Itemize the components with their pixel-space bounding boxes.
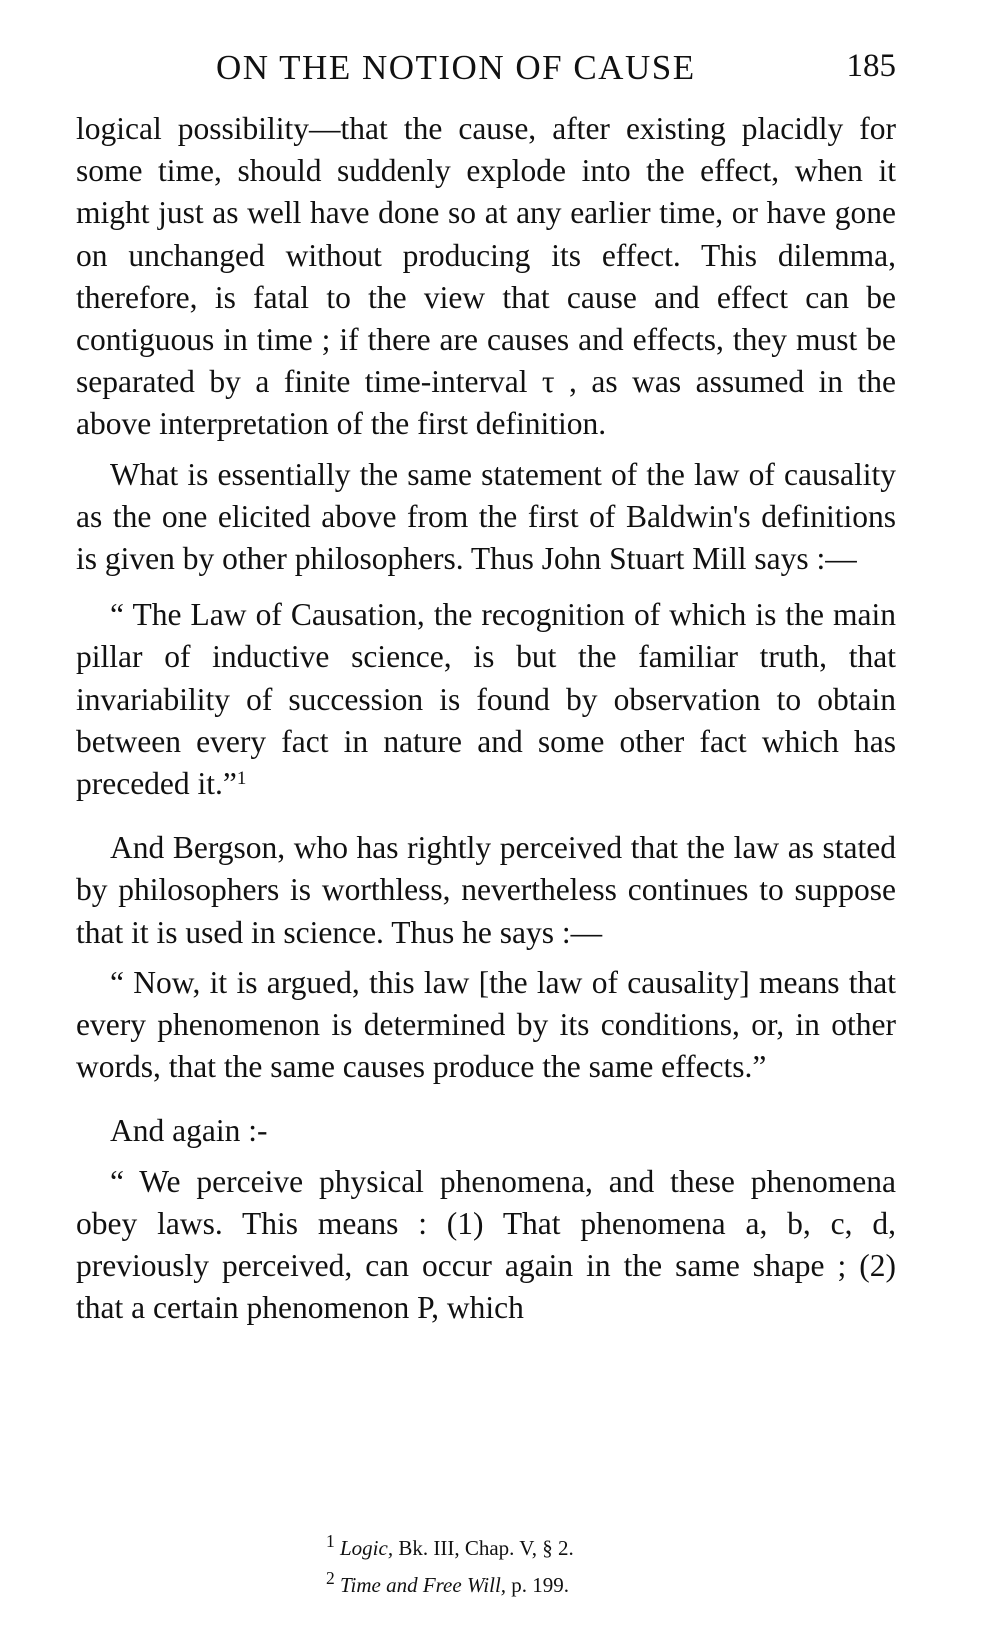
book-page	[76, 0, 896, 1652]
page-header	[76, 48, 896, 88]
footnote-1	[326, 1526, 826, 1563]
bergson-quote-1: “ Now, it is argued, this law [the law of causality] means that every phenomenon is determined by its conditions, or, in other words, that the same causes produce the same effects.”	[76, 964, 896, 1085]
page-number: 185	[846, 48, 896, 84]
bergson-quote-2: “ We perceive physical phenomena, and these phenomena obey laws. This means : (1) That phenomena a, b, c, d, previously perceived, can occur again in the same shape ; (2) that a certain phenomenon P, which	[76, 1163, 896, 1326]
footnote-2-rest: p. 199.	[506, 1573, 570, 1597]
footnote-2-title: Time and Free Will,	[340, 1573, 507, 1597]
page-body	[76, 108, 896, 1329]
running-title: ON THE NOTION OF CAUSE	[216, 48, 696, 87]
mill-quote-text: “ The Law of Causation, the recognition of which is the main pillar of inductive science, is but the familiar truth, that invariability of succession is found by observation to obtain between every fact in nature and some other fact which has preceded it.”	[76, 597, 896, 802]
footnote-1-rest: Bk. III, Chap. V, § 2.	[393, 1536, 574, 1560]
footnote-ref-1: 1	[236, 768, 247, 790]
mill-quote	[76, 594, 896, 805]
footnote-2	[326, 1563, 826, 1600]
footnote-1-title: Logic,	[340, 1536, 394, 1560]
paragraph-4: And Bergson, who has rightly perceived that the law as stated by philosophers is worthless, nevertheless continues to suppose that it is used in science. Thus he says :—	[76, 830, 896, 950]
footnote-2-mark: 2	[326, 1568, 335, 1588]
paragraph-1: logical possibility—that the cause, after existing placidly for some time, should suddenly explode into the effect, when it might just as well have done so at any earlier time, or have gone on unchanged without producing its effect. This dilemma, therefore, is fatal to the view that cause and effect can be contiguous in time ; if there are causes and effects, they must be separated by a finite time-interval τ , as was assumed in the above interpretation of the first definition.	[76, 111, 896, 442]
footnote-1-mark: 1	[326, 1531, 335, 1551]
footnotes	[326, 1526, 826, 1600]
paragraph-2: What is essentially the same statement of the law of causality as the one elicited above from the first of Baldwin's definitions is given by other philosophers. Thus John Stuart Mill says :—	[76, 456, 896, 577]
paragraph-6: And again :-	[110, 1113, 268, 1149]
